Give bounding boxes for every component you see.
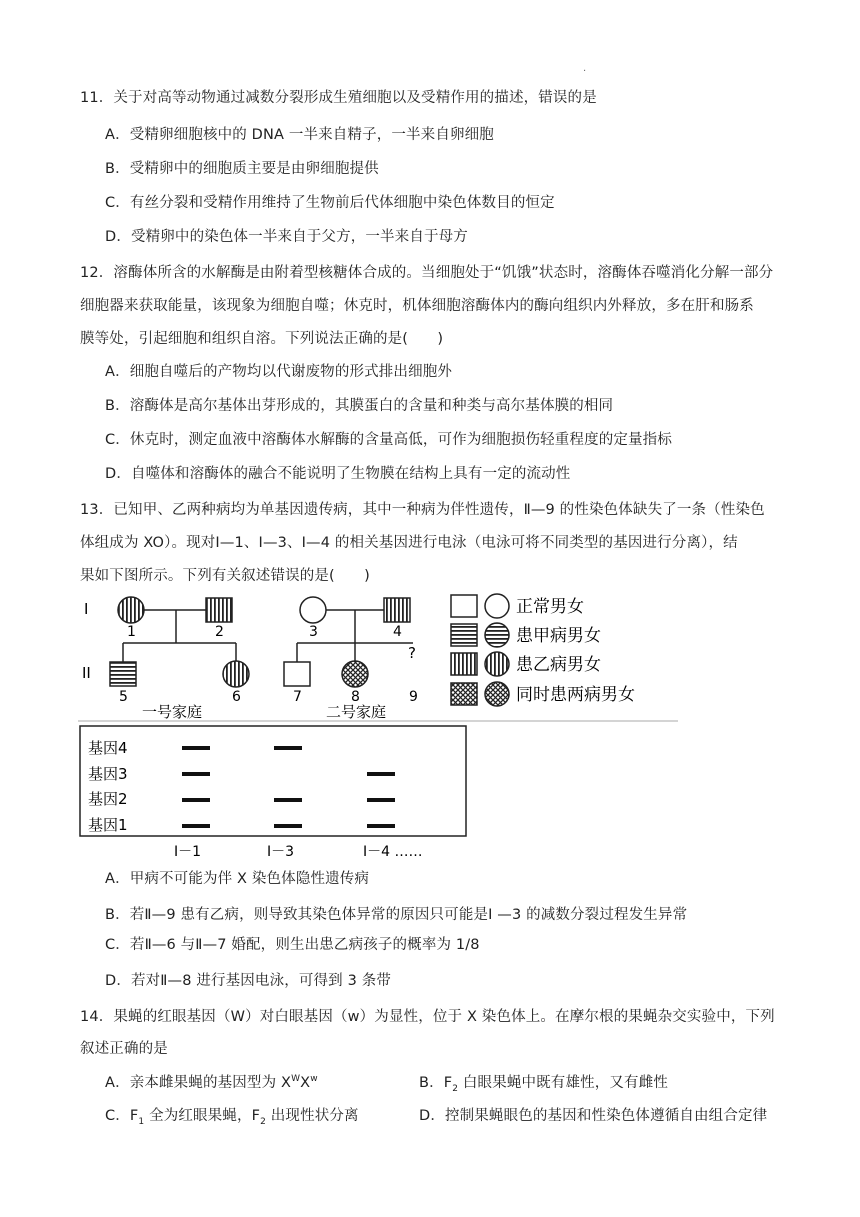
legend-male-disease-b — [451, 653, 477, 675]
q11-stem: 11．关于对高等动物通过减数分裂形成生殖细胞以及受精作用的描述，错误的是 — [80, 90, 597, 106]
legend-male-disease-a — [451, 624, 477, 646]
q11-option-a: A．受精卵细胞核中的 DNA 一半来自精子，一半来自卵细胞 — [105, 127, 494, 143]
band-i3-gene2 — [274, 798, 302, 802]
pedigree-individual-6 — [223, 661, 249, 687]
legend-both-label: 同时患两病男女 — [516, 685, 635, 705]
pedigree-number-5: 5 — [119, 689, 128, 705]
pedigree-number-9: 9 — [409, 689, 418, 705]
gene-3-label: 基因3 — [88, 765, 128, 783]
legend-female-disease-a — [485, 623, 509, 647]
gel-frame — [80, 726, 466, 836]
pedigree-individual-3 — [300, 597, 326, 623]
family-1-label: 一号家庭 — [142, 703, 203, 721]
pedigree-individual-5 — [110, 662, 136, 686]
band-i1-gene3 — [182, 772, 210, 776]
q13-option-b: B．若Ⅱ—9 患有乙病，则导致其染色体异常的原因只可能是Ⅰ —3 的减数分裂过程发生异常 — [105, 907, 688, 923]
legend-male-both — [451, 683, 477, 705]
legend-female-disease-b — [485, 652, 509, 676]
q14-stem-line-2: 叙述正确的是 — [80, 1041, 168, 1057]
band-i4-gene1 — [367, 824, 395, 828]
pedigree-number-7: 7 — [293, 689, 302, 705]
pedigree-individual-8 — [342, 661, 368, 687]
q12-option-c: C．休克时，测定血液中溶酶体水解酶的含量高低，可作为细胞损伤轻重程度的定量指标 — [105, 432, 672, 448]
band-i3-gene1 — [274, 824, 302, 828]
gene-4-label: 基因4 — [88, 739, 128, 757]
family-2-label: 二号家庭 — [326, 703, 387, 721]
q14-option-c: C．$F_1$ 全为红眼果蝇，$F_2$ 出现性状分离 — [105, 1108, 359, 1127]
q11-option-b: B．受精卵中的细胞质主要是由卵细胞提供 — [105, 161, 379, 177]
pedigree-number-8: 8 — [351, 689, 360, 705]
q14-option-b: B．$F_2$ 白眼果蝇中既有雄性，又有雌性 — [419, 1075, 668, 1094]
band-i4-gene2 — [367, 798, 395, 802]
pedigree-number-4: 4 — [393, 624, 402, 640]
electrophoresis-figure — [78, 724, 478, 862]
band-i1-gene2 — [182, 798, 210, 802]
pedigree-individual-7 — [284, 662, 310, 686]
pedigree-individual-2 — [206, 598, 232, 622]
q14-option-a: A．亲本雌果蝇的基因型为 $X^WX^w$ — [105, 1074, 318, 1091]
legend-disease-a-label: 患甲病男女 — [516, 626, 601, 646]
gene-2-label: 基因2 — [88, 790, 128, 808]
q13-stem-line-2: 体组成为 XO）。现对Ⅰ—1、Ⅰ—3、Ⅰ—4 的相关基因进行电泳（电泳可将不同类型的基因进行分离），结 — [80, 535, 738, 551]
lane-label-i4: I－4 …… — [363, 844, 423, 860]
legend-female-both — [485, 682, 509, 706]
q12-stem-line-3: 膜等处，引起细胞和组织自溶。下列说法正确的是( ) — [80, 331, 444, 347]
q13-stem-line-1: 13．已知甲、乙两种病均为单基因遗传病，其中一种病为伴性遗传，Ⅱ—9 的性染色体缺失了一条（性染色 — [80, 502, 765, 518]
lane-label-i1: I－1 — [174, 844, 202, 860]
corner-mark: · — [583, 66, 587, 77]
legend-disease-b-label: 患乙病男女 — [516, 655, 601, 675]
q11-option-d: D．受精卵中的染色体一半来自于父方，一半来自于母方 — [105, 229, 468, 245]
band-i4-gene3 — [367, 772, 395, 776]
lane-label-i3: I－3 — [267, 844, 295, 860]
pedigree-individual-4 — [384, 598, 410, 622]
q13-option-c: C．若Ⅱ—6 与Ⅱ—7 婚配，则生出患乙病孩子的概率为 1/8 — [105, 937, 480, 953]
q12-stem-line-2: 细胞器来获取能量，该现象为细胞自噬；休克时，机体细胞溶酶体内的酶向组织内外释放，多在肝和肠系 — [80, 298, 754, 314]
q13-stem-line-3: 果如下图所示。下列有关叙述错误的是( ) — [80, 568, 370, 584]
q12-option-a: A．细胞自噬后的产物均以代谢废物的形式排出细胞外 — [105, 364, 453, 380]
band-i1-gene1 — [182, 824, 210, 828]
pedigree-number-2: 2 — [215, 624, 224, 640]
gene-1-label: 基因1 — [88, 816, 128, 834]
band-i3-gene4 — [274, 746, 302, 750]
q12-stem-line-1: 12．溶酶体所含的水解酶是由附着型核糖体合成的。当细胞处于“饥饿”状态时，溶酶体吞噬消化分解一部分 — [80, 265, 774, 281]
q11-option-c: C．有丝分裂和受精作用维持了生物前后代体细胞中染色体数目的恒定 — [105, 195, 555, 211]
pedigree-number-3: 3 — [309, 624, 318, 640]
generation-1-label: I — [84, 600, 89, 618]
generation-2-label: II — [82, 664, 91, 682]
q13-option-a: A．甲病不可能为伴 X 染色体隐性遗传病 — [105, 871, 370, 887]
unknown-mark: ? — [408, 644, 416, 662]
q12-option-d: D．自噬体和溶酶体的融合不能说明了生物膜在结构上具有一定的流动性 — [105, 466, 571, 482]
q12-option-b: B．溶酶体是高尔基体出芽形成的，其膜蛋白的含量和种类与高尔基体膜的相同 — [105, 398, 614, 414]
pedigree-number-6: 6 — [232, 689, 241, 705]
legend-male-normal — [451, 595, 477, 617]
legend-normal-label: 正常男女 — [516, 597, 584, 617]
pedigree-number-1: 1 — [127, 624, 136, 640]
q13-option-d: D．若对Ⅱ—8 进行基因电泳，可得到 3 条带 — [105, 973, 392, 989]
pedigree-individual-1 — [118, 597, 144, 623]
q14-option-d: D．控制果蝇眼色的基因和性染色体遵循自由组合定律 — [419, 1108, 768, 1124]
legend-female-normal — [485, 594, 509, 618]
band-i1-gene4 — [182, 746, 210, 750]
pedigree-figure — [78, 590, 688, 725]
q14-stem-line-1: 14．果蝇的红眼基因（W）对白眼基因（w）为显性，位于 X 染色体上。在摩尔根的果蝇杂交实验中，下列 — [80, 1009, 775, 1025]
